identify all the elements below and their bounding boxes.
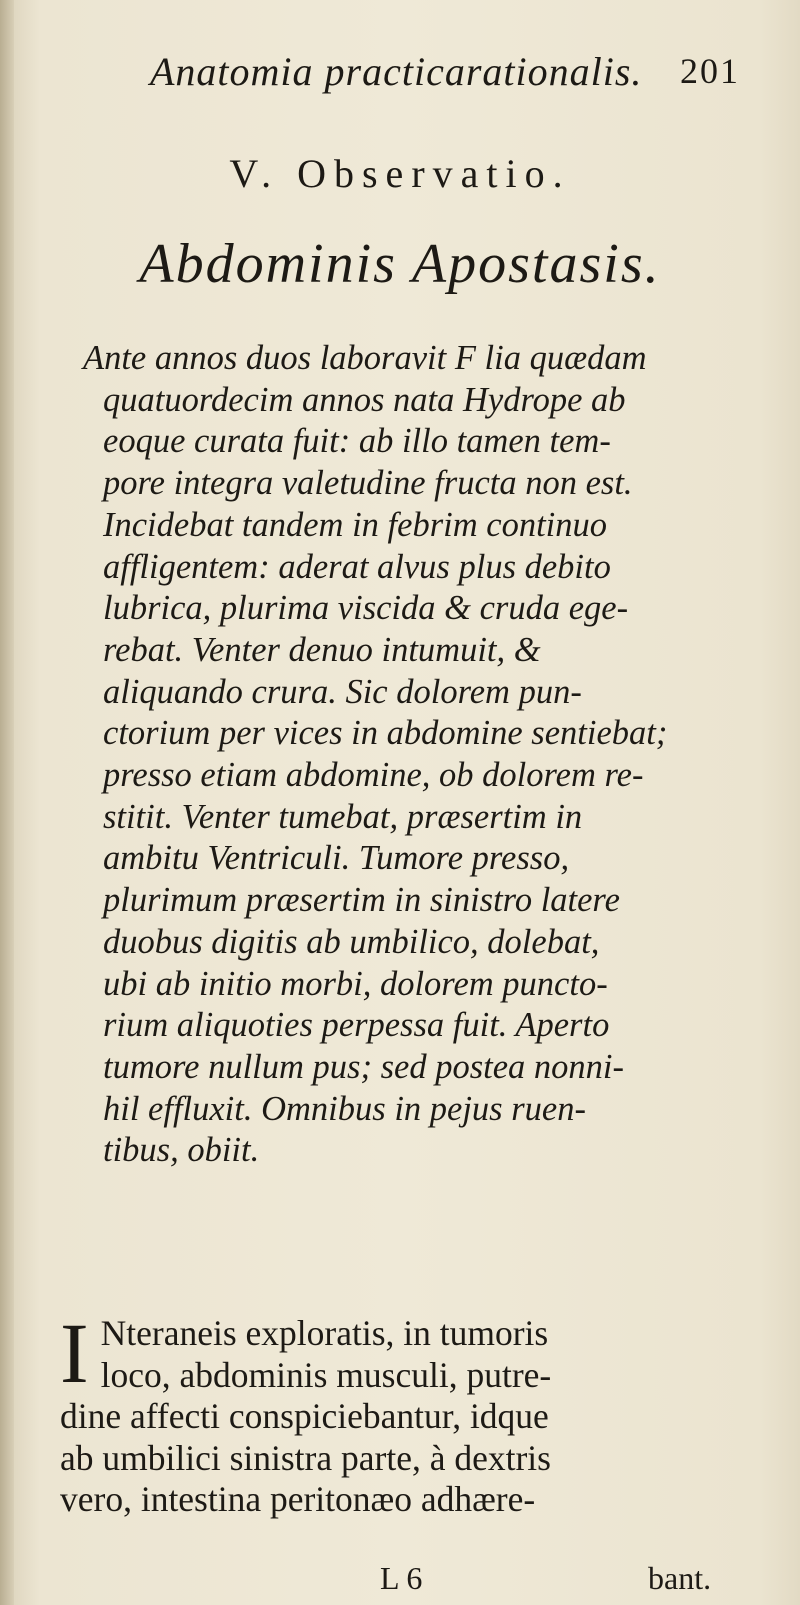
case-line: duobus digitis ab umbilico, dolebat,: [103, 922, 600, 961]
case-line: aliquando crura. Sic dolorem pun-: [103, 672, 582, 711]
case-line: rebat. Venter denuo intumuit, &: [103, 630, 541, 669]
running-header: [150, 48, 770, 108]
discussion-text: [60, 1305, 760, 1521]
discussion-line: vero, intestina peritonæo adhære-: [60, 1479, 536, 1519]
case-line: ambitu Ventriculi. Tumore presso,: [103, 839, 570, 878]
observation-title: Abdominis Apostasis.: [139, 233, 661, 295]
case-line: hil effluxit. Omnibus in pejus ruen-: [103, 1089, 586, 1128]
case-line: presso etiam abdomine, ob dolorem re-: [103, 756, 644, 795]
case-line: Ante annos duos laboravit F lia quædam: [83, 339, 647, 377]
case-report-text: [83, 338, 758, 1172]
signature-mark: L 6: [380, 1560, 423, 1596]
page-number: 201: [680, 51, 740, 91]
case-line: eoque curata fuit: ab illo tamen tem-: [103, 422, 611, 461]
catchword: bant.: [648, 1560, 712, 1596]
case-line: rium aliquoties perpessa fuit. Aperto: [103, 1006, 610, 1045]
case-line: affligentem: aderat alvus plus debito: [103, 547, 611, 586]
discussion-line: Nteraneis exploratis, in tumoris: [100, 1313, 549, 1353]
discussion-line: dine affecti conspiciebantur, idque: [60, 1396, 549, 1436]
page-footer: [380, 1560, 780, 1600]
case-line: tumore nullum pus; sed postea nonni-: [103, 1047, 624, 1086]
running-title: Anatomia practicarationalis.: [150, 49, 643, 94]
case-line: pore integra valetudine fructa non est.: [103, 464, 633, 503]
case-line: quatuordecim annos nata Hydrope ab: [103, 380, 626, 419]
case-line: ctorium per vices in abdomine sentiebat;: [103, 714, 668, 753]
case-line: plurimum præsertim in sinistro latere: [103, 881, 620, 920]
discussion-line: loco, abdominis musculi, putre-: [100, 1354, 552, 1395]
case-line: tibus, obiit.: [103, 1131, 260, 1170]
case-line: ubi ab initio morbi, dolorem puncto-: [103, 964, 608, 1003]
discussion-line: ab umbilici sinistra parte, à dextris: [60, 1437, 551, 1478]
case-line: lubrica, plurima viscida & cruda ege-: [103, 589, 629, 628]
case-line: Incidebat tandem in febrim continuo: [103, 505, 607, 544]
observation-heading: V. Observatio.: [229, 151, 571, 196]
drop-cap: I: [60, 1305, 89, 1401]
case-line: stitit. Venter tumebat, præsertim in: [103, 797, 583, 836]
